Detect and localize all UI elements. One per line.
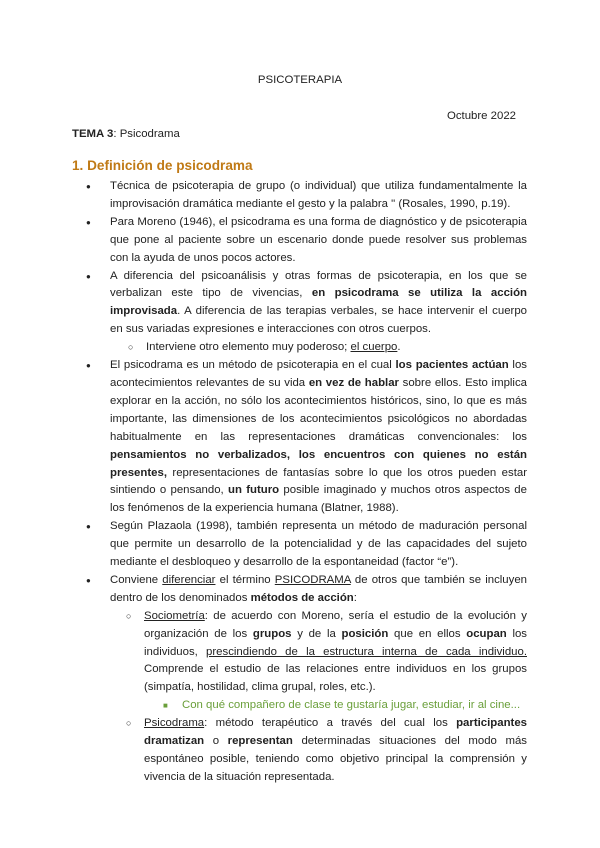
sub-bullet-text: Comprende el estudio de las relaciones entre individuos en los grupos (simpatía, hostilidad, clima grupal, roles, etc.). [144, 663, 527, 694]
bullet-text: : [353, 591, 357, 604]
list-item [72, 214, 527, 268]
underlined-text: Sociometría [144, 609, 205, 622]
bullet-list [72, 178, 527, 787]
underlined-text: prescindiendo de la estructura interna de cada individuo. [206, 645, 527, 658]
sub-bullet-text: y de la [291, 627, 342, 640]
list-item [72, 178, 527, 214]
sub-list [110, 339, 527, 357]
list-item [72, 715, 527, 787]
sub-bullet-text: : método terapéutico a través del cual los [204, 717, 457, 730]
document-date: Octubre 2022 [446, 110, 516, 122]
example-list [72, 697, 527, 715]
bold-text: representan [227, 735, 293, 748]
bold-text: pensamientos no verbalizados, los encuentros con quienes no están presentes, [110, 448, 527, 479]
sub-bullet-text: : de acuerdo con Moreno, sería el estudio de la evolución y organización de los [144, 609, 527, 640]
bullet-text: los acontecimientos relevantes de su vida [110, 359, 527, 389]
bullet-text: El psicodrama es un método de psicoterapia en el cual [110, 359, 396, 372]
bullet-text: . A diferencia de las terapias verbales, se hace intervenir el cuerpo en sus variadas expresiones e interacciones con otros cuerpos. [110, 305, 527, 336]
bullet-text: A diferencia del psicoanálisis y otras formas de psicoterapia, en los que se verbalizan este tipo de vivencias, [110, 269, 527, 300]
sub-bullet-text: o [204, 735, 228, 748]
bullet-text: sobre ellos. Esto implica explorar en la acción, no sólo los acontecimientos históricos, sino, lo que es más importante, las dimensiones de los acontecimientos psicológicos no abordadas habitualmente en las representaciones dramáticas convencionales: los [110, 376, 527, 443]
sub-bullet-text: Interviene otro elemento muy poderoso; [146, 341, 351, 354]
list-item [72, 608, 527, 715]
bold-text: en psicodrama se utiliza la acción improvisada [110, 287, 527, 318]
bold-text: en vez de hablar [308, 376, 399, 389]
underlined-text: Psicodrama [144, 717, 205, 730]
bold-text: métodos de acción [250, 591, 354, 604]
bullet-text: de otros que también se incluyen dentro de los denominados [110, 573, 527, 604]
sub-list [72, 608, 527, 787]
bold-text: participantes dramatizan [144, 717, 527, 748]
section-heading: 1. Definición de psicodrama [72, 158, 253, 173]
topic-name: Psicodrama [119, 128, 180, 140]
sub-bullet-text: los individuos, [144, 627, 528, 658]
bullet-text: Para Moreno (1946), el psicodrama es una forma de diagnóstico y de psicoterapia que pone al paciente sobre un escenario donde puede resolver sus problemas con la ayuda de unos pocos actores. [110, 215, 527, 264]
sub-bullet-text: determinadas situaciones del modo más espontáneo posible, teniendo como objetivo principal la comprensión y vivencia de la situación representada. [144, 735, 527, 783]
document-title: PSICOTERAPIA [257, 74, 343, 86]
bullet-text: representaciones de fantasías sobre lo que los otros pueden estar sintiendo o pensando, [110, 466, 527, 497]
bullet-text: Técnica de psicoterapia de grupo (o individual) que utiliza fundamentalmente la improvisación dramática mediante el gesto y la palabra " (Rosales, 1990, p.19). [110, 180, 527, 210]
underlined-text: el cuerpo [350, 341, 398, 354]
list-item [72, 518, 527, 572]
sub-bullet-text: que en ellos [388, 627, 467, 640]
bold-text: ocupan [466, 627, 507, 640]
list-item [72, 697, 527, 715]
bold-text: los pacientes actúan [395, 359, 509, 372]
topic-separator: : [113, 128, 120, 140]
bullet-text: Conviene [110, 573, 163, 586]
list-item [72, 339, 527, 357]
sub-bullet-text: . [397, 341, 401, 354]
list-item [72, 572, 527, 787]
bullet-text: posible imaginado y muchos otros aspectos de los fenómenos de la experiencia humana (Blatner, 1988). [110, 484, 527, 515]
topic-label: TEMA 3 [72, 128, 114, 140]
bold-text: posición [341, 627, 389, 640]
topic-heading [72, 128, 180, 140]
underlined-text: diferenciar [162, 573, 216, 586]
section-body [72, 178, 527, 787]
underlined-text: PSICODRAMA [274, 573, 351, 586]
example-text: Con qué compañero de clase te gustaría jugar, estudiar, ir al cine... [182, 699, 521, 712]
bullet-text: el término [215, 573, 275, 586]
bold-text: grupos [252, 627, 292, 640]
list-item [72, 268, 527, 358]
list-item [72, 357, 527, 518]
bold-text: un futuro [228, 484, 280, 497]
bullet-text: Según Plazaola (1998), también representa un método de maduración personal que permite un desarrollo de la potencialidad y de las capacidades del sujeto mediante el desbloqueo y desarrollo de la espontaneidad (factor “e”). [110, 520, 527, 569]
